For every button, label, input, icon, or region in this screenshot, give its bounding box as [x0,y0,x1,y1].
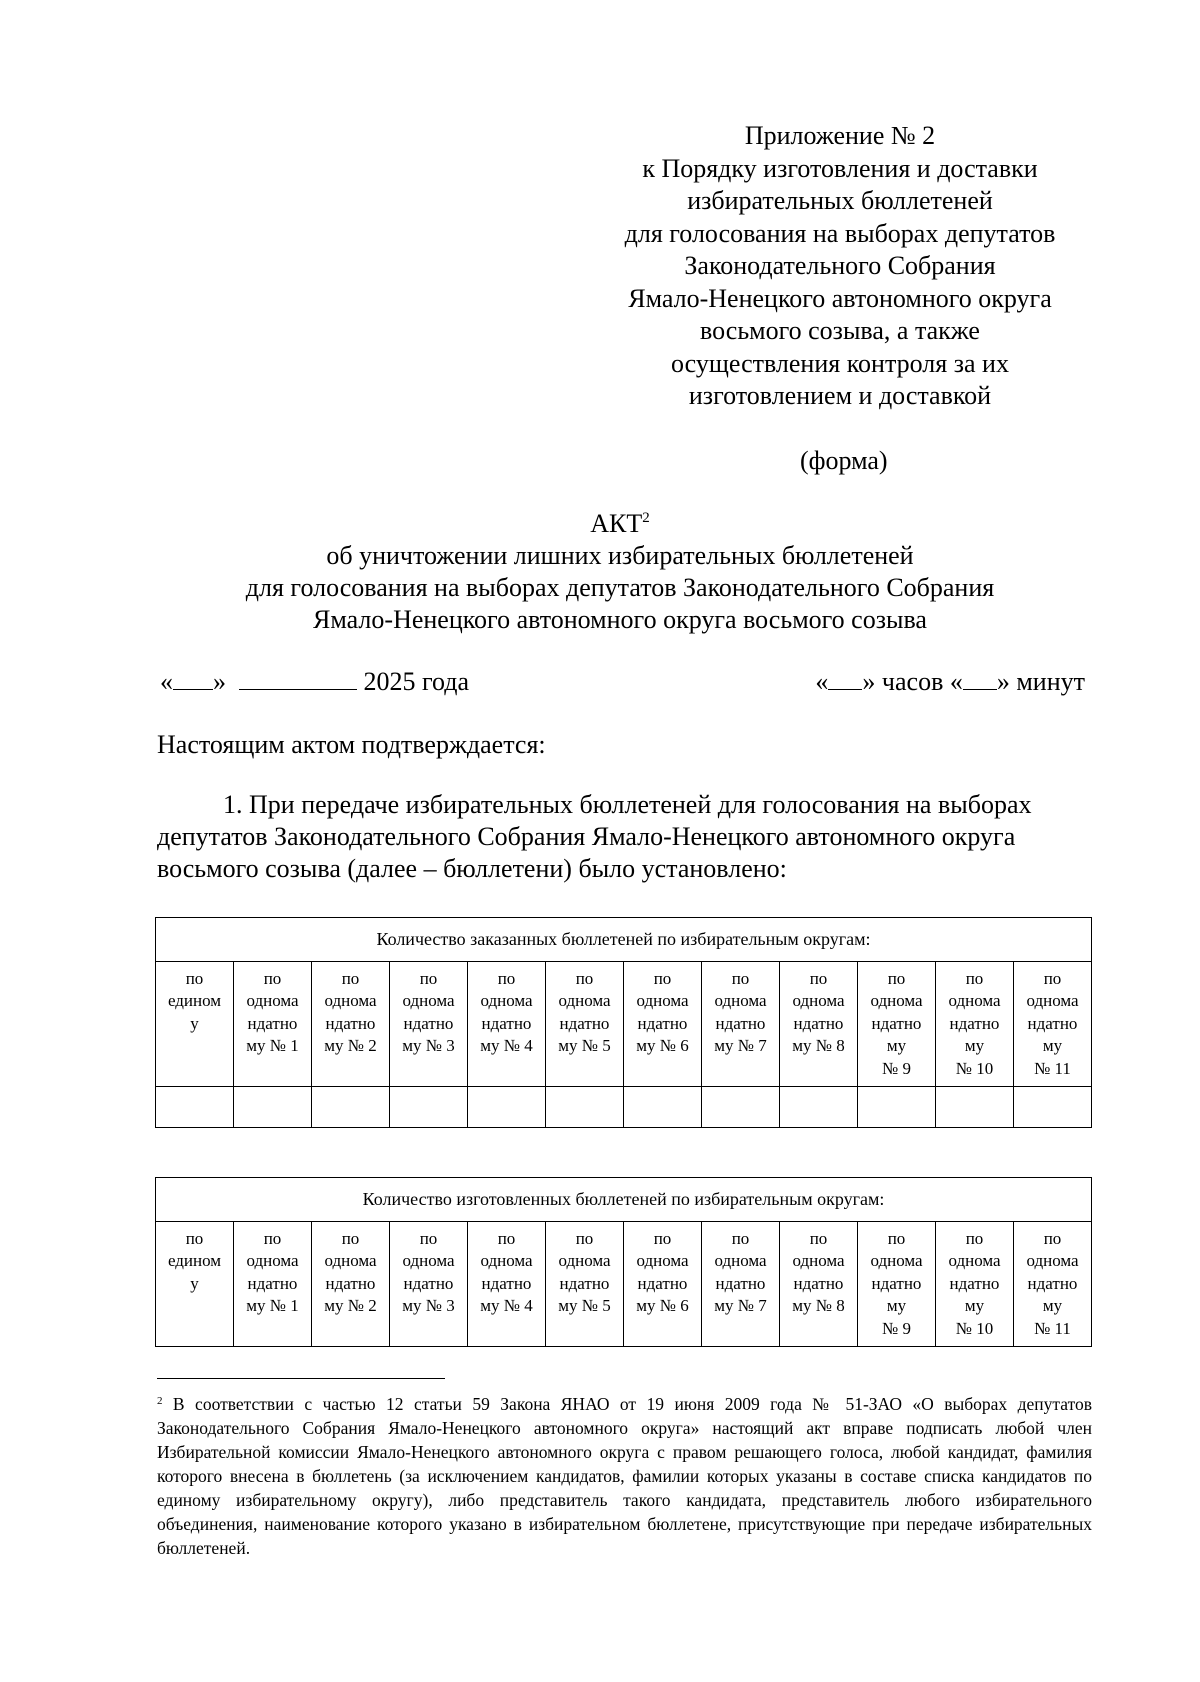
column-header-line: однома [402,1251,455,1270]
appendix-line: для голосования на выборах депутатов [624,218,1056,248]
column-header [858,961,936,1087]
column-header [858,1221,936,1347]
column-header-line: ндатно [559,1013,610,1033]
column-header-line: по [575,1228,594,1248]
column-header-line: по [575,968,594,988]
paragraph-line: депутатов Законодательного Собрания Ямало-Ненецкого автономного округа [157,822,1016,851]
column-header-line: ндатно [637,1013,688,1033]
table-value-cell[interactable] [156,1087,234,1128]
column-header-line: № 11 [1034,1058,1071,1078]
appendix-line: к Порядку изготовления и доставки [642,153,1038,183]
column-header [234,1221,312,1347]
column-header-line: ндатно [949,1013,1000,1033]
column-header [312,961,390,1087]
column-header-line: ндатно [871,1013,922,1033]
table-value-cell[interactable] [1014,1087,1092,1128]
column-header-line: му № 3 [402,1036,455,1055]
column-header [1014,961,1092,1087]
appendix-line: изготовлением и доставкой [688,381,992,410]
appendix-header [560,120,1120,413]
column-header-line: однома [948,1251,1001,1270]
column-header-line: ндатно [793,1273,844,1293]
column-header [312,1221,390,1347]
column-header-line: по [965,1228,984,1248]
column-header-line: ндатно [1027,1273,1078,1293]
column-header-line: по [731,968,750,988]
footnote-mark: 2 [157,1395,163,1407]
column-header-line: у [190,1013,199,1033]
title-footnote-mark: 2 [642,510,650,526]
column-header [702,961,780,1087]
column-header-line: однома [636,991,689,1010]
column-header [780,961,858,1087]
table-value-cell[interactable] [702,1087,780,1128]
column-header [780,1221,858,1347]
column-header [390,1221,468,1347]
column-header-line: по [341,1228,360,1248]
column-header-line: по [1043,1228,1062,1248]
date-field [160,667,469,697]
column-header-line: ндатно [403,1273,454,1293]
footnote [157,1392,1092,1560]
column-header [936,1221,1014,1347]
table-value-cell[interactable] [390,1087,468,1128]
column-header-line: однома [324,1251,377,1270]
table-value-cell[interactable] [780,1087,858,1128]
column-header-line: ндатно [1027,1013,1078,1033]
column-header-line: по [185,1228,204,1248]
column-header-line: однома [246,991,299,1010]
column-header [546,961,624,1087]
appendix-line: восьмого созыва, а также [700,316,980,345]
date-open-quote: « [160,667,173,696]
paragraph-1 [157,789,1092,885]
column-header-line: му [964,1296,985,1315]
column-header [234,961,312,1087]
paragraph-line: восьмого созыва (далее – бюллетени) было установлено: [157,854,787,883]
footnote-text: В соответствии с частью 12 статьи 59 Закона ЯНАО от 19 июня 2009 года № 51-ЗАО «О выборах депутатов Законодательного Собрания Ямало-Ненецкого автономного округа» настоящий акт вправе подписать любой член Избирательной комиссии Ямало-Ненецкого автономного округа с правом решающего голоса, любой кандидат, фамилия которого внесена в бюллетень (за исключением кандидатов, фамилии которых указаны в составе списка кандидатов по единому избирательному округу), либо представитель такого кандидата, представитель любого избирательного объединения, наименование которого указано в избирательном бюллетене, присутствующие при передаче избирательных бюллетеней. [157,1394,1092,1558]
column-header-line: однома [402,991,455,1010]
column-header-line: му № 5 [558,1296,611,1315]
column-header-line: однома [558,1251,611,1270]
column-header-line: однома [714,1251,767,1270]
title-main [150,508,1090,540]
column-header-line: му № 8 [792,1296,845,1315]
column-header-line: му № 2 [324,1296,377,1315]
column-header-line: му № 6 [636,1296,689,1315]
column-header-line: ндатно [325,1013,376,1033]
column-header-line: по [809,968,828,988]
table-header: Количество заказанных бюллетеней по избирательным округам: [156,918,1092,962]
column-header-line: по [263,1228,282,1248]
column-header-line: по [809,1228,828,1248]
column-header-line: ндатно [325,1273,376,1293]
column-header-line: му № 7 [714,1296,767,1315]
subtitle-line: об уничтожении лишних избирательных бюллетеней [326,541,914,570]
table-value-cell[interactable] [546,1087,624,1128]
table-value-cell[interactable] [624,1087,702,1128]
column-header-line: по [263,968,282,988]
column-header-line: по [887,1228,906,1248]
column-header-line: однома [246,1251,299,1270]
column-header-line: едином [167,991,222,1010]
column-header-line: однома [480,991,533,1010]
column-header-line: му № 1 [246,1036,299,1055]
hours-text: » часов « [862,667,963,696]
column-header-line: му № 2 [324,1036,377,1055]
column-header-line: ндатно [247,1013,298,1033]
column-header-line: у [190,1273,199,1293]
year-text: 2025 года [363,667,470,696]
column-header-line: № 9 [882,1318,911,1338]
column-header-line: однома [636,1251,689,1270]
column-header-line: по [965,968,984,988]
column-header-line: № 10 [955,1318,994,1338]
produced-ballots-table [155,1177,1092,1347]
column-header-line: му [964,1036,985,1055]
appendix-line: Ямало-Ненецкого автономного округа [628,283,1052,313]
footnote-divider [157,1378,445,1379]
table-value-cell[interactable] [312,1087,390,1128]
column-header-line: ндатно [247,1273,298,1293]
column-header [624,961,702,1087]
column-header-line: му [1042,1036,1063,1055]
column-header-line: однома [792,991,845,1010]
column-header-line: ндатно [793,1013,844,1033]
month-blank[interactable] [239,667,357,690]
column-header-line: ндатно [481,1273,532,1293]
time-field [815,667,1085,697]
column-header-line: однома [792,1251,845,1270]
column-header [390,961,468,1087]
column-header-line: му № 5 [558,1036,611,1055]
confirm-text: Настоящим актом подтверждается: [157,730,546,759]
column-header-line: едином [167,1251,222,1270]
column-header-line: ндатно [637,1273,688,1293]
document-title [150,508,1090,636]
column-header-line: однома [1026,1251,1079,1270]
column-header-line: по [653,968,672,988]
column-header-line: по [497,968,516,988]
column-header-line: му № 4 [480,1036,533,1055]
day-blank[interactable] [173,667,213,690]
column-header [468,1221,546,1347]
column-header-line: № 10 [955,1058,994,1078]
column-header-line: му № 3 [402,1296,455,1315]
minutes-text: » минут [996,667,1085,696]
appendix-line: избирательных бюллетеней [687,186,993,215]
column-header-line: однома [558,991,611,1010]
column-header-line: ндатно [715,1273,766,1293]
column-header-line: по [185,968,204,988]
column-header-line: ндатно [949,1273,1000,1293]
column-header-line: однома [480,1251,533,1270]
subtitle-line: для голосования на выборах депутатов Законодательного Собрания [245,573,995,602]
column-header [1014,1221,1092,1347]
table-value-cell[interactable] [468,1087,546,1128]
column-header-line: однома [324,991,377,1010]
column-header-line: однома [948,991,1001,1010]
column-header-line: однома [1026,991,1079,1010]
column-header-line: однома [870,991,923,1010]
table-value-cell[interactable] [858,1087,936,1128]
appendix-line: осуществления контроля за их [671,348,1009,378]
column-header-line: № 11 [1034,1318,1071,1338]
column-header-line: ндатно [403,1013,454,1033]
ordered-ballots-table [155,917,1092,1128]
column-header-line: му [886,1036,907,1055]
column-header-line: однома [714,991,767,1010]
column-header-line: по [731,1228,750,1248]
column-header-line: по [887,968,906,988]
column-header-line: му № 7 [714,1036,767,1055]
form-label: (форма) [800,446,888,475]
table-column-row [156,961,1092,1087]
column-header [546,1221,624,1347]
column-header-line: по [653,1228,672,1248]
column-header-line: му [886,1296,907,1315]
column-header-line: по [341,968,360,988]
title-text: АКТ [590,509,643,538]
hours-blank[interactable] [828,667,862,690]
minutes-blank[interactable] [963,667,997,690]
table-value-cell[interactable] [936,1087,1014,1128]
column-header-line: по [497,1228,516,1248]
column-header-line: по [419,1228,438,1248]
column-header-line: му № 4 [480,1296,533,1315]
column-header-line: му № 6 [636,1036,689,1055]
column-header-line: ндатно [715,1013,766,1033]
table-value-row [156,1087,1092,1128]
column-header-line: по [1043,968,1062,988]
column-header [156,961,234,1087]
table-header: Количество изготовленных бюллетеней по избирательным округам: [156,1178,1092,1222]
column-header-line: му № 8 [792,1036,845,1055]
column-header [468,961,546,1087]
column-header-line: по [419,968,438,988]
column-header-line: му [1042,1296,1063,1315]
column-header-line: однома [870,1251,923,1270]
column-header-line: ндатно [481,1013,532,1033]
column-header [936,961,1014,1087]
column-header [702,1221,780,1347]
appendix-line: Законодательного Собрания [684,251,996,280]
table-column-row [156,1221,1092,1347]
subtitle-line: Ямало-Ненецкого автономного округа восьмого созыва [313,605,927,634]
column-header-line: ндатно [871,1273,922,1293]
column-header-line: № 9 [882,1058,911,1078]
appendix-line: Приложение № 2 [744,121,936,150]
column-header-line: му № 1 [246,1296,299,1315]
column-header [156,1221,234,1347]
column-header [624,1221,702,1347]
column-header-line: ндатно [559,1273,610,1293]
date-close-quote: » [213,667,226,696]
table-value-cell[interactable] [234,1087,312,1128]
paragraph-line: 1. При передаче избирательных бюллетеней для голосования на выборах [223,790,1032,819]
time-open-quote: « [815,667,829,696]
